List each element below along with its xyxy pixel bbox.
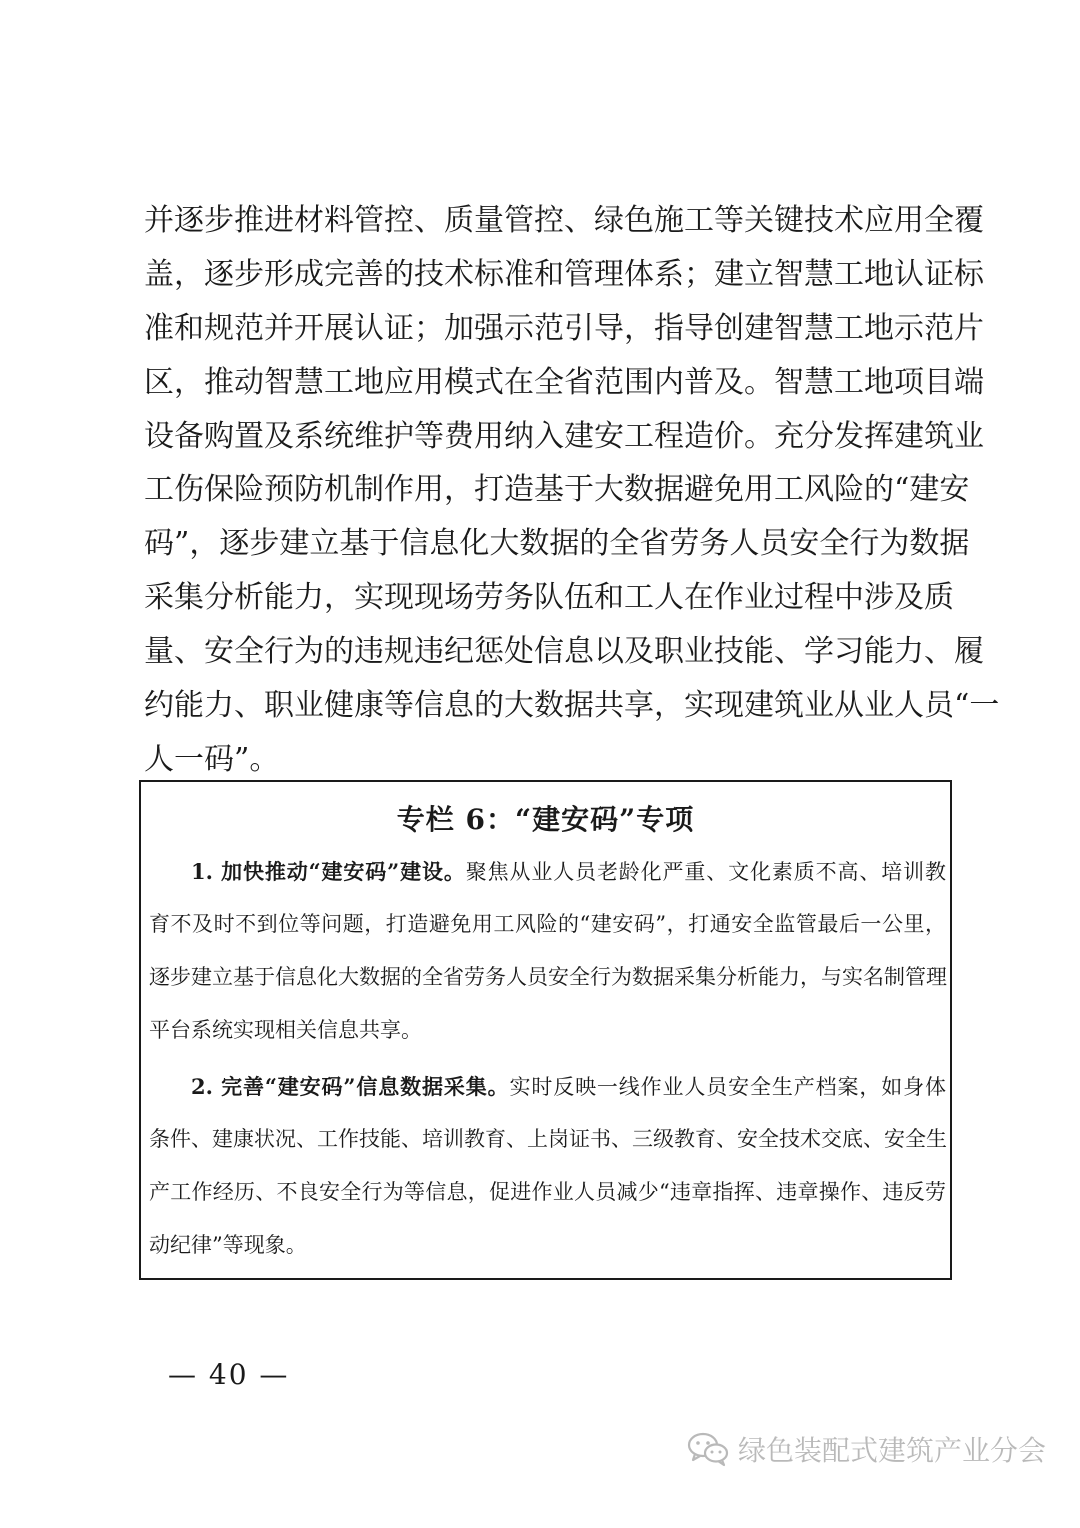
column-title: 专栏 6：“建安码”专项 [396, 803, 695, 836]
wechat-icon [686, 1431, 730, 1467]
body-line: 设备购置及系统维护等费用纳入建安工程造价。充分发挥建筑业 [144, 418, 984, 454]
body-line: 人一码”。 [144, 741, 280, 777]
column-line: 产工作经历、不良安全行为等信息，促进作业人员减少“违章指挥、违章操作、违反劳 [149, 1180, 946, 1204]
body-text [144, 194, 1000, 787]
body-line: 并逐步推进材料管控、质量管控、绿色施工等关键技术应用全覆 [144, 203, 984, 238]
item-2-text: 实时反映一线作业人员安全生产档案，如身体 [509, 1075, 946, 1099]
body-line: 盖，逐步形成完善的技术标准和管理体系；建立智慧工地认证标 [144, 256, 984, 292]
item-1-heading: 1. 加快推动“建安码”建设。 [191, 859, 466, 884]
column-line: 育不及时不到位等问题，打造避免用工风险的“建安码”，打通安全监管最后一公里， [149, 912, 946, 936]
column-item-1 [149, 845, 946, 1057]
column-line: 逐步建立基于信息化大数据的全省劳务人员安全行为数据采集分析能力，与实名制管理 [149, 965, 947, 989]
column-line: 动纪律”等现象。 [149, 1233, 307, 1257]
page-number: — 40 — [168, 1358, 290, 1391]
body-line: 准和规范并开展认证；加强示范引导，指导创建智慧工地示范片 [144, 310, 984, 346]
item-1-text: 聚焦从业人员老龄化严重、文化素质不高、培训教 [465, 860, 946, 884]
body-line: 量、安全行为的违规违纪惩处信息以及职业技能、学习能力、履 [144, 634, 984, 670]
body-line: 区，推动智慧工地应用模式在全省范围内普及。智慧工地项目端 [144, 364, 984, 400]
item-2-heading: 2. 完善“建安码”信息数据采集。 [191, 1074, 510, 1099]
watermark-text: 绿色装配式建筑产业分会 [737, 1434, 1046, 1467]
body-line: 码”，逐步建立基于信息化大数据的全省劳务人员安全行为数据 [144, 526, 970, 562]
column-line [149, 845, 946, 898]
body-line: 工伤保险预防机制作用，打造基于大数据避免用工风险的“建安 [144, 472, 970, 508]
body-line: 采集分析能力，实现现场劳务队伍和工人在作业过程中涉及质 [144, 580, 954, 616]
column-line: 平台系统实现相关信息共享。 [149, 1018, 422, 1042]
special-column-box [139, 780, 952, 1280]
column-line: 条件、建康状况、工作技能、培训教育、上岗证书、三级教育、安全技术交底、安全生 [149, 1127, 947, 1151]
column-line [149, 1060, 946, 1113]
column-item-2 [149, 1060, 946, 1272]
body-line: 约能力、职业健康等信息的大数据共享，实现建筑业从业人员“一 [144, 688, 1000, 724]
watermark [686, 1429, 1046, 1469]
